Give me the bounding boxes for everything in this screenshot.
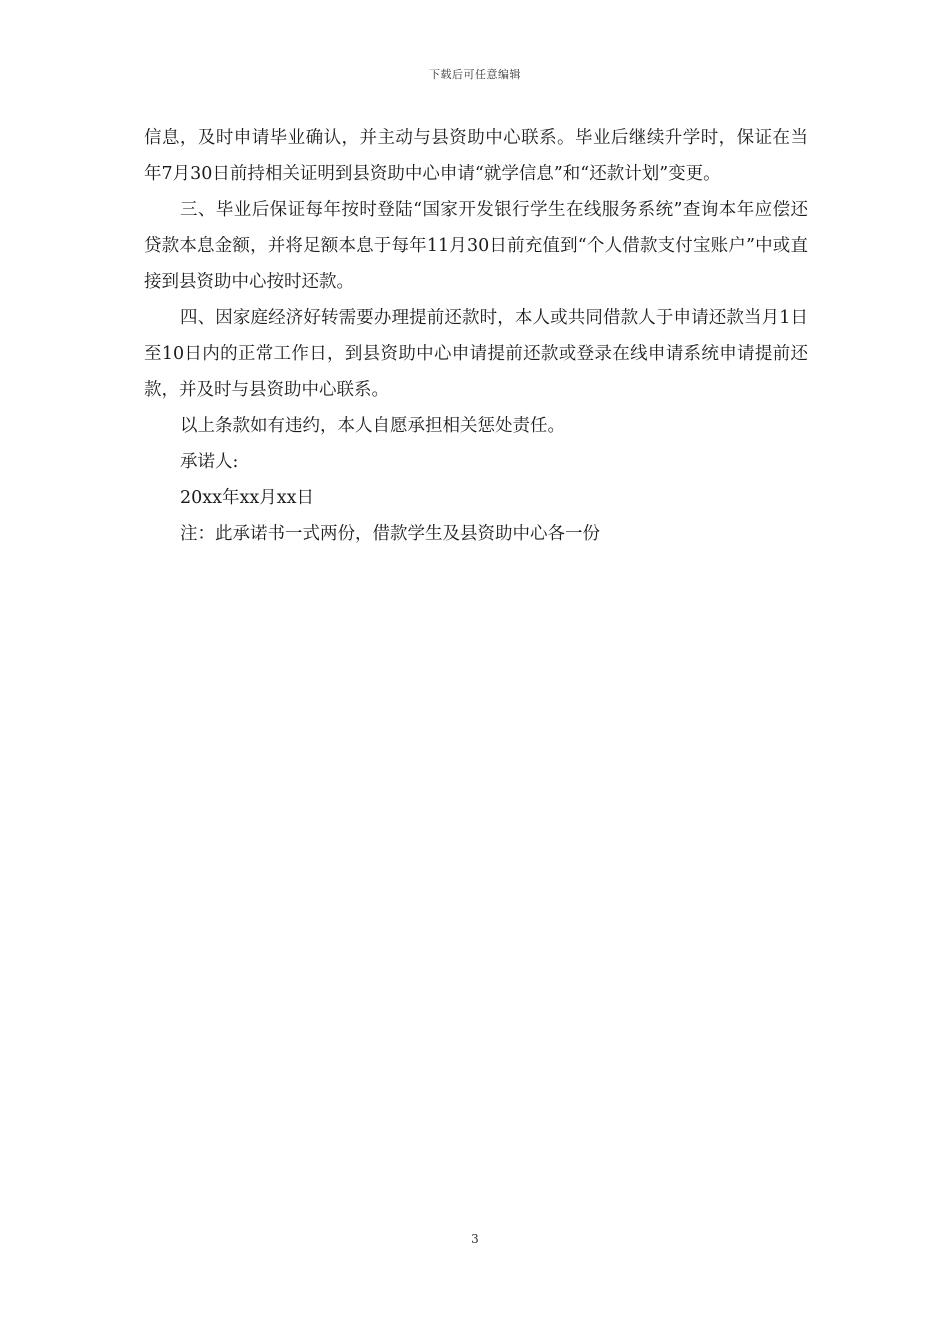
signature-date: 20xx年xx月xx日 xyxy=(180,488,314,508)
document-body xyxy=(144,120,808,552)
document-note: 注：此承诺书一式两份，借款学生及县资助中心各一份 xyxy=(180,524,600,544)
page-header: 下载后可任意编辑 xyxy=(429,68,521,81)
paragraph-clause-four: 四、因家庭经济好转需要办理提前还款时，本人或共同借款人于申请还款当月1日至10日内的正常工作日，到县资助中心申请提前还款或登录在线申请系统申请提前还款，并及时与县资助中心联系。 xyxy=(144,308,808,400)
signatory-label: 承诺人: xyxy=(180,452,239,472)
page-number: 3 xyxy=(471,1232,479,1246)
paragraph-clause-three: 三、毕业后保证每年按时登陆“国家开发银行学生在线服务系统”查询本年应偿还贷款本息金额，并将足额本息于每年11月30日前充值到“个人借款支付宝账户”中或直接到县资助中心按时还款。 xyxy=(144,200,808,292)
paragraph-continuation: 信息，及时申请毕业确认，并主动与县资助中心联系。毕业后继续升学时，保证在当年7月30日前持相关证明到县资助中心申请“就学信息”和“还款计划”变更。 xyxy=(144,128,808,184)
paragraph-breach-statement: 以上条款如有违约，本人自愿承担相关惩处责任。 xyxy=(180,416,565,436)
